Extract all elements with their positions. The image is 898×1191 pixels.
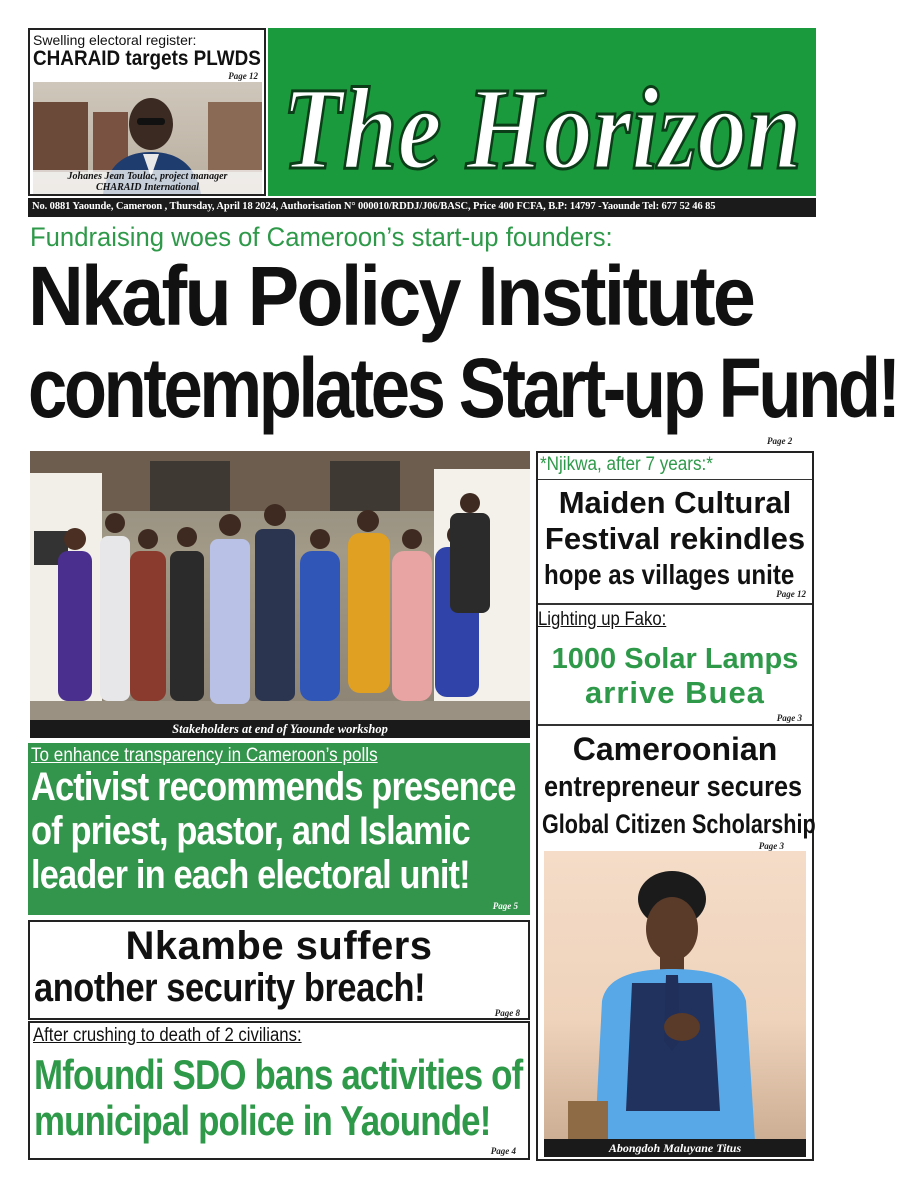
lead-headline-1-text: Nkafu Policy Institute (28, 249, 754, 343)
lead-headline-2-text: contemplates Start-up Fund! (28, 341, 898, 435)
activist-headline-1-text: Activist recommends presence (31, 765, 516, 809)
activist-headline-2-text: of priest, pastor, and Islamic (31, 809, 470, 853)
right-column (536, 451, 814, 1161)
festival-bottom-rule (538, 603, 812, 605)
nkambe-headline-2-text: another security breach! (34, 966, 426, 1010)
scholarship-headline-2-text: entrepreneur secures (544, 771, 803, 803)
scholarship-photo (544, 851, 806, 1157)
main-photo-art (30, 451, 530, 738)
teaser-caption-line2: CHARAID International (95, 182, 200, 193)
mfoundi-box (28, 1021, 530, 1160)
lead-kicker-text: Fundraising woes of Cameroon’s start-up founders: (30, 222, 613, 252)
activist-kicker (31, 745, 527, 767)
mfoundi-headline-1-text: Mfoundi SDO bans activities of (34, 1051, 523, 1098)
masthead-box (268, 28, 816, 196)
masthead-title: The Horizon (282, 63, 802, 194)
activist-headline-3-text: leader in each electoral unit! (31, 853, 470, 897)
festival-headline-2: Festival rekindles (544, 521, 806, 556)
nkambe-headline-1: Nkambe suffers (125, 924, 433, 968)
lead-headline-1 (28, 248, 818, 344)
teaser-caption (33, 170, 262, 194)
dateline-bar (28, 198, 816, 217)
activist-page: Page 5 (492, 901, 518, 911)
nkambe-headline-2 (34, 966, 528, 1012)
dateline-text: No. 0881 Yaounde, Cameroon , Thursday, April 18 2024, Authorisation N° 000010/RDDJ/J06/BASC, Price 400 FCFA, B.P: 14797 -Yaounde Tel: 677 52 46 85 (32, 201, 716, 212)
people-group (58, 493, 490, 704)
activist-kicker-text: To enhance transparency in Cameroon’s polls (31, 745, 378, 766)
main-photo (30, 451, 530, 738)
solar-kicker (538, 609, 810, 631)
scholarship-headline-3 (542, 809, 814, 841)
festival-headline-3-text: hope as villages unite (544, 559, 795, 590)
activist-headline-1 (31, 765, 531, 811)
teaser-headline-text: CHARAID targets PLWDS (33, 47, 261, 70)
nkambe-page: Page 8 (494, 1008, 520, 1018)
festival-kicker (540, 454, 812, 476)
activist-box (28, 743, 530, 915)
scholarship-caption: Abongdoh Maluyane Titus (544, 1139, 806, 1157)
festival-rule (538, 479, 812, 480)
masthead-logo (268, 28, 816, 196)
scholarship-headline-1: Cameroonian (572, 731, 778, 767)
mfoundi-headline-2-text: municipal police in Yaounde! (34, 1097, 491, 1144)
festival-kicker-text: *Njikwa, after 7 years:* (540, 454, 713, 475)
solar-headline-2: arrive Buea (585, 675, 765, 710)
teaser-page: Page 12 (228, 71, 258, 81)
solar-bottom-rule (538, 724, 812, 726)
teaser-caption-line1: Johanes Jean Toulac, project manager (67, 171, 228, 182)
teaser-photo (33, 82, 262, 194)
mfoundi-headline-2 (34, 1097, 528, 1145)
mfoundi-kicker (33, 1025, 527, 1047)
teaser-box (28, 28, 266, 196)
solar-page: Page 3 (776, 713, 802, 723)
scholarship-page: Page 3 (758, 841, 784, 851)
mfoundi-page: Page 4 (490, 1146, 516, 1156)
activist-headline-3 (31, 853, 531, 899)
scholarship-headline-3-text: Global Citizen Scholarship (542, 809, 816, 839)
solar-kicker-text: Lighting up Fako: (538, 609, 667, 630)
scholarship-headline-2 (544, 771, 814, 805)
mfoundi-kicker-text: After crushing to death of 2 civilians: (33, 1025, 302, 1046)
lead-headline-2 (28, 340, 898, 436)
teaser-kicker: Swelling electoral register: (33, 32, 197, 48)
lead-page: Page 2 (767, 436, 793, 446)
main-photo-caption: Stakeholders at end of Yaounde workshop (30, 720, 530, 738)
festival-page: Page 12 (776, 589, 806, 599)
festival-headline-1: Maiden Cultural (558, 485, 792, 520)
solar-headline-1: 1000 Solar Lamps (551, 643, 799, 675)
teaser-headline (33, 47, 265, 71)
mfoundi-headline-1 (34, 1051, 528, 1099)
nkambe-box (28, 920, 530, 1020)
activist-headline-2 (31, 809, 531, 855)
scholarship-photo-art (544, 851, 806, 1157)
festival-headline-3 (544, 559, 814, 591)
